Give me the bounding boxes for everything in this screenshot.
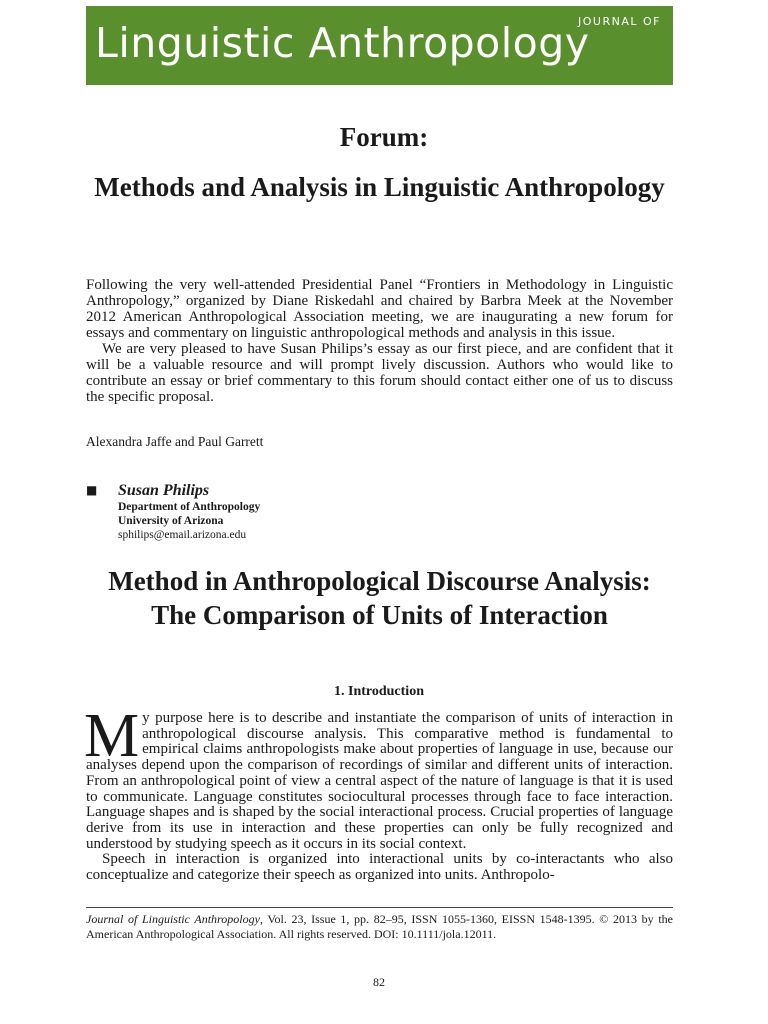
page-number: 82 xyxy=(373,975,385,989)
article-body xyxy=(84,702,673,884)
footnote-divider xyxy=(86,907,673,908)
author-email[interactable]: sphilips@email.arizona.edu xyxy=(118,529,247,541)
author-block xyxy=(118,482,260,542)
editorial-signatories: Alexandra Jaffe and Paul Garrett xyxy=(86,434,264,449)
editorial-note xyxy=(86,277,673,405)
square-bullet-icon: ■ xyxy=(86,483,98,497)
journal-banner xyxy=(86,6,673,85)
journal-name: Linguistic Anthropology xyxy=(95,19,590,67)
citation-footer xyxy=(86,912,673,942)
citation-journal-name: Journal of Linguistic Anthropology xyxy=(86,912,260,926)
section-heading: 1. Introduction xyxy=(334,684,424,699)
editorial-paragraph: Following the very well-attended Presidential Panel “Frontiers in Methodology in Linguistic Anthropology,” organized by Diane Riskedahl and chaired by Barbra Meek at the November 2012 American Anthropological Association meeting, we are inaugurating a new forum for essays and commentary on linguistic anthropological methods and analysis in this issue. xyxy=(86,277,673,341)
forum-label: Forum: xyxy=(339,122,429,152)
body-paragraph: Speech in interaction is organized into interactional units by co-interactants who also conceptualize and categorize their speech as organized into units. Anthropolo- xyxy=(86,851,673,884)
editorial-paragraph: We are very pleased to have Susan Philips’s essay as our first piece, and are confident that it will be a valuable resource and will prompt lively discussion. Authors who would like to contribute an essay or brief commentary to this forum should contact either one of us to discuss the specific proposal. xyxy=(86,341,673,405)
citation-details: , Vol. 23, Issue 1, pp. 82–95, ISSN 1055-1360, EISSN 1548-1395. © 2013 by the American Anthropological Association. All rights reserved. DOI: 10.1111/jola.12011. xyxy=(86,912,673,941)
drop-cap: M xyxy=(84,702,140,770)
journal-kicker: JOURNAL OF xyxy=(578,15,661,28)
author-department: Department of Anthropology xyxy=(118,501,261,513)
body-paragraph xyxy=(84,702,673,852)
forum-title: Methods and Analysis in Linguistic Anthropology xyxy=(94,172,665,202)
author-name: Susan Philips xyxy=(118,482,210,499)
article-title: Method in Anthropological Discourse Analysis: The Comparison of Units of Interaction xyxy=(108,566,651,630)
author-university: University of Arizona xyxy=(118,515,224,527)
body-paragraph-text: y purpose here is to describe and instantiate the comparison of units of interaction in anthropological discourse analysis. This comparative method is fundamental to empirical claims anthropologists make about properties of language in use, because our analyses depend upon the comparison of recordings of similar and different units of interaction. From an anthropological point of view a central aspect of the nature of language is that it is used to communicate. Language constitutes sociocultural processes through face to face interaction. Language shapes and is shaped by the social interactional process. Crucial properties of language derive from its use in interaction and these properties can only be fully recognized and understood by studying speech as it occurs in its social context. xyxy=(86,710,673,852)
